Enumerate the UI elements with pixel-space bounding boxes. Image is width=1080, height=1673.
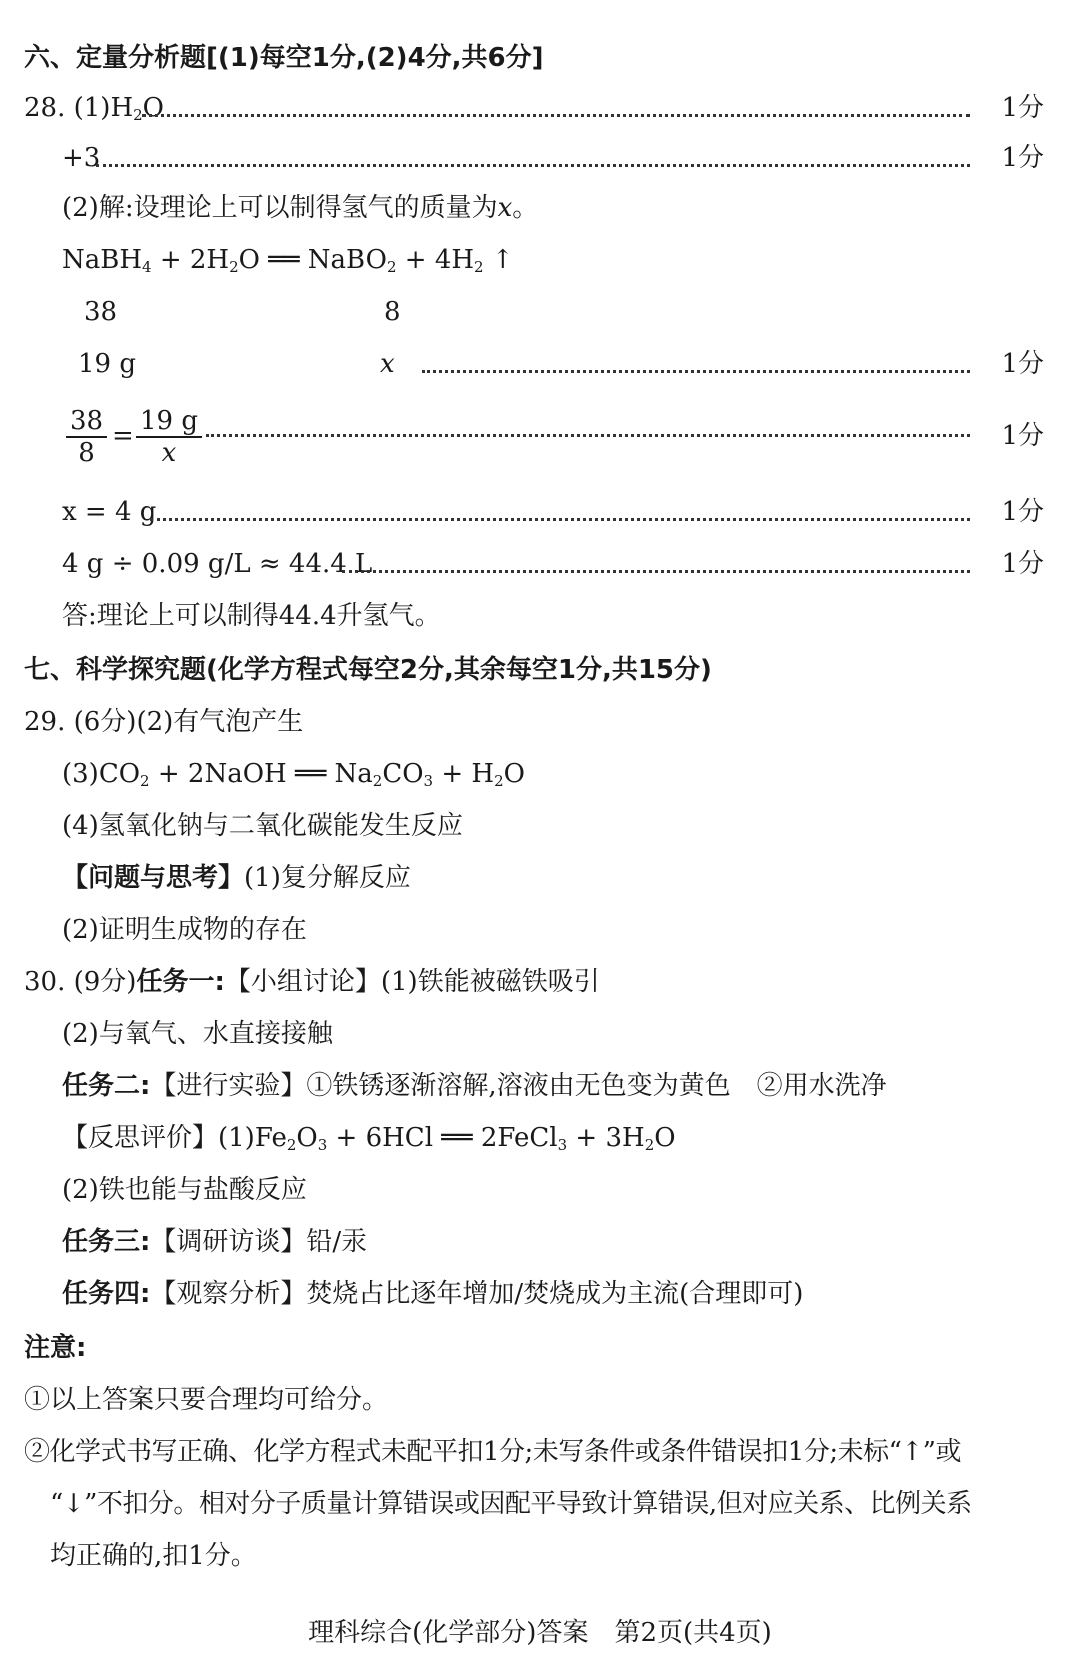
notes-title: 注意: xyxy=(24,1333,87,1363)
q30-task3: 任务三:【调研访谈】铅/汞 xyxy=(62,1227,368,1257)
q29-line1 xyxy=(0,700,1080,744)
notes-line1 xyxy=(0,1378,1080,1422)
leader-dots xyxy=(150,518,970,521)
q28-solve-intro: (2)解:设理论上可以制得氢气的质量为x。 xyxy=(62,193,539,223)
q28-final-answer: 答:理论上可以制得44.4升氢气。 xyxy=(62,601,441,631)
notes-line3 xyxy=(0,1482,1080,1526)
q29-answer4: (4)氢氧化钠与二氧化碳能发生反应 xyxy=(62,811,463,841)
q28-equation-row xyxy=(0,238,1080,282)
q30-reflect2: (2)铁也能与盐酸反应 xyxy=(62,1175,307,1205)
note-2-part1: ②化学式书写正确、化学方程式未配平扣1分;未写条件或条件错误扣1分;未标“↑”或 xyxy=(24,1437,961,1467)
q29-line5 xyxy=(0,908,1080,952)
q28-answer1: 28. $(1)H_2O$ xyxy=(24,93,164,124)
score-label: 1分 xyxy=(1001,421,1044,451)
q30-task4: 任务四:【观察分析】焚烧占比逐年增加/焚烧成为主流(合理即可) xyxy=(62,1279,804,1309)
q28-volume-row xyxy=(0,542,1080,586)
q29-answer2: 29. (6分)(2)有气泡产生 xyxy=(24,707,304,737)
score-label: 1分 xyxy=(1001,93,1044,123)
leader-dots xyxy=(422,370,970,373)
section6-title: 六、定量分析题[(1)每空1分,(2)4分,共6分] xyxy=(24,43,544,73)
fraction-left-numerator: 38 xyxy=(66,406,107,438)
section7-title: 七、科学探究题(化学方程式每空2分,其余每空1分,共15分) xyxy=(24,655,712,685)
q30-line5 xyxy=(0,1168,1080,1212)
page-footer: 理科综合(化学部分)答案 第2页(共4页) xyxy=(308,1618,772,1648)
q28-answer2-row xyxy=(0,136,1080,180)
note-1: ①以上答案只要合理均可给分。 xyxy=(24,1385,389,1415)
fraction-left-denominator: 8 xyxy=(78,438,95,468)
q28-result: x = 4 g xyxy=(62,497,157,527)
q28-solve-row xyxy=(0,186,1080,230)
equals-sign: = xyxy=(112,421,134,451)
fraction-right-denominator: x xyxy=(161,438,177,468)
fraction-right-numerator: 19 g xyxy=(136,406,202,438)
fraction-left xyxy=(66,406,107,468)
q29-equation-row xyxy=(0,752,1080,796)
q30-line2 xyxy=(0,1012,1080,1056)
q30-line3 xyxy=(0,1064,1080,1108)
leader-dots xyxy=(96,164,970,167)
q29-think: 【问题与思考】(1)复分解反应 xyxy=(62,863,411,893)
q28-volume: 4 g ÷ 0.09 g/L ≈ 44.4 L xyxy=(62,549,373,579)
q28-mass-row xyxy=(0,290,1080,334)
q30-task1-part2: (2)与氧气、水直接接触 xyxy=(62,1019,333,1049)
q30-task2: 任务二:【进行实验】①铁锈逐渐溶解,溶液由无色变为黄色 ②用水洗净 xyxy=(62,1071,887,1101)
score-label: 1分 xyxy=(1001,143,1044,173)
leader-dots xyxy=(142,114,970,117)
notes-line2 xyxy=(0,1430,1080,1474)
q30-task1: 30. (9分)任务一:【小组讨论】(1)铁能被磁铁吸引 xyxy=(24,967,600,997)
note-2-part3: 均正确的,扣1分。 xyxy=(50,1541,257,1571)
q28-given-row xyxy=(0,342,1080,386)
q29-think2: (2)证明生成物的存在 xyxy=(62,915,307,945)
score-label: 1分 xyxy=(1001,497,1044,527)
q28-answer-row xyxy=(0,594,1080,638)
q30-equation-row xyxy=(0,1116,1080,1160)
q30-line6 xyxy=(0,1220,1080,1264)
q28-result-row xyxy=(0,490,1080,534)
q28-proportion-row xyxy=(0,406,1080,472)
q28-given-right: x xyxy=(380,349,395,379)
fraction-right xyxy=(136,406,202,468)
q28-answer1-row xyxy=(0,86,1080,130)
leader-dots xyxy=(342,570,970,573)
q30-line7 xyxy=(0,1272,1080,1316)
q28-mass-left: 38 xyxy=(84,297,118,327)
score-label: 1分 xyxy=(1001,549,1044,579)
q28-mass-right: 8 xyxy=(384,297,401,327)
score-label: 1分 xyxy=(1001,349,1044,379)
q29-line4 xyxy=(0,856,1080,900)
q28-answer2: +3 xyxy=(62,143,101,173)
q28-given-left: 19 g xyxy=(78,349,136,379)
q30-line1 xyxy=(0,960,1080,1004)
q29-line3 xyxy=(0,804,1080,848)
q30-equation: 【反思评价】$(1)Fe_2O_3 + 6HCl$ ══ 2FeCl$_3$ + $3H_2O$ xyxy=(62,1123,676,1154)
q28-equation: NaBH$_4$ + $2H_2O$ ══ NaBO$_2$ + $4H_2$ ↑ xyxy=(62,245,514,276)
notes-line4 xyxy=(0,1534,1080,1578)
section7-title-row xyxy=(0,648,1080,692)
leader-dots xyxy=(206,434,970,437)
q29-equation: $(3)CO_2$ + 2NaOH ══ $Na_2CO_3 + H_2O$ xyxy=(62,759,525,790)
notes-title-row xyxy=(0,1326,1080,1370)
note-2-part2: “↓”不扣分。相对分子质量计算错误或因配平导致计算错误,但对应关系、比例关系 xyxy=(50,1489,972,1519)
section6-title-row xyxy=(0,36,1080,80)
